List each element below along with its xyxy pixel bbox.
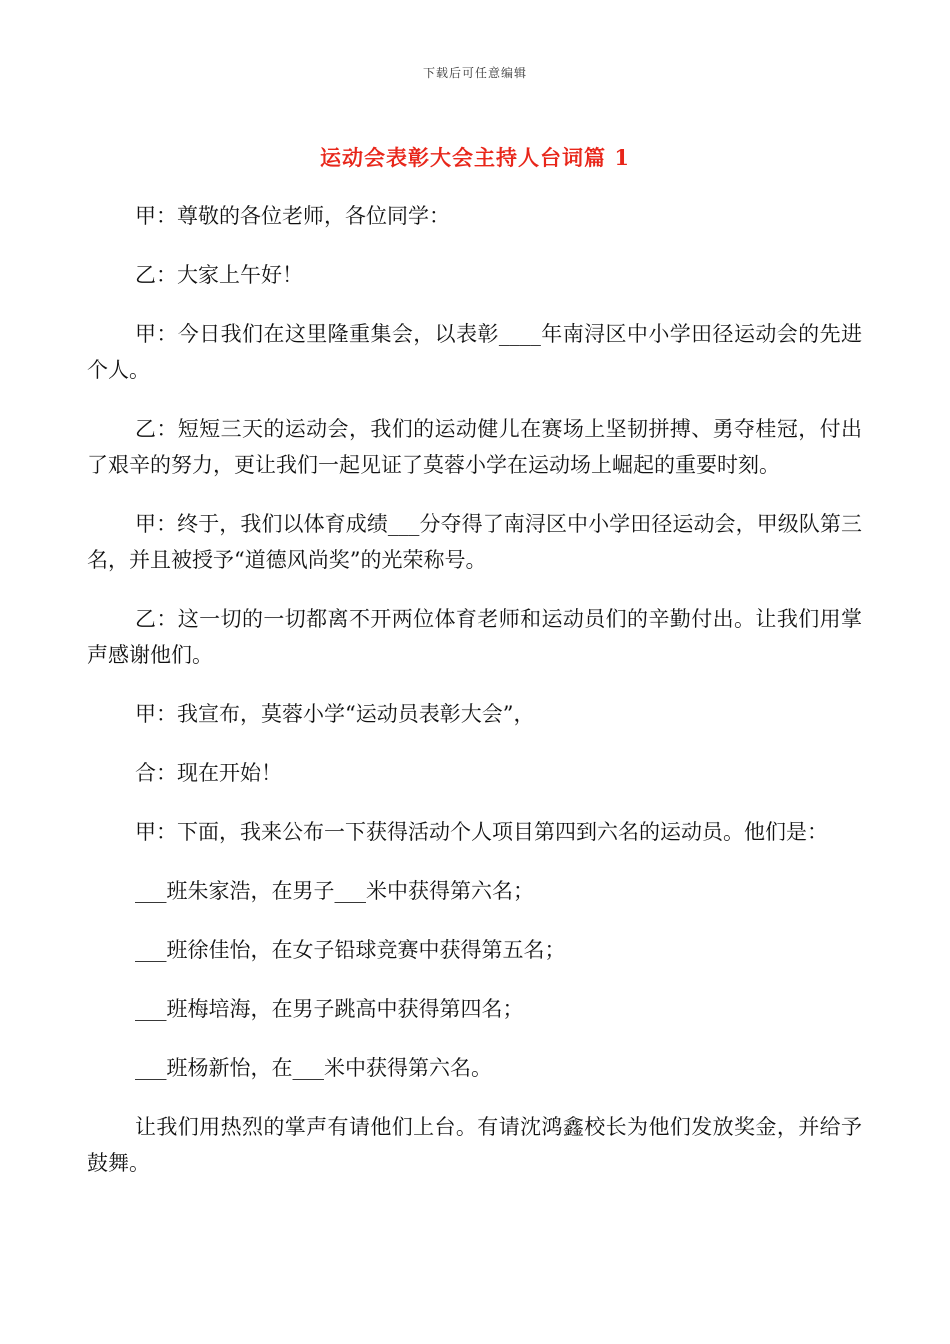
paragraph: 乙：这一切的一切都离不开两位体育老师和运动员们的辛勤付出。让我们用掌声感谢他们。 xyxy=(87,607,862,667)
paragraph: ___班徐佳怡，在女子铅球竞赛中获得第五名； xyxy=(135,938,566,962)
document-body xyxy=(87,198,862,1204)
header-note: 下载后可任意编辑 xyxy=(422,66,527,80)
paragraph: 甲：下面，我来公布一下获得活动个人项目第四到六名的运动员。他们是： xyxy=(135,820,828,844)
paragraph: 甲：我宣布，莫蓉小学“运动员表彰大会”， xyxy=(135,702,535,726)
paragraph: 甲：终于，我们以体育成绩___分夺得了南浔区中小学田径运动会，甲级队第三名，并且被授予“道德风尚奖”的光荣称号。 xyxy=(87,512,862,572)
paragraph: 乙：大家上午好！ xyxy=(135,263,303,287)
paragraph: 合：现在开始！ xyxy=(135,761,282,785)
paragraph: 甲：今日我们在这里隆重集会，以表彰____年南浔区中小学田径运动会的先进个人。 xyxy=(87,322,862,382)
paragraph: 让我们用热烈的掌声有请他们上台。有请沈鸿鑫校长为他们发放奖金，并给予鼓舞。 xyxy=(87,1115,862,1175)
document-title: 运动会表彰大会主持人台词篇 1 xyxy=(320,145,630,170)
paragraph: ___班梅培海，在男子跳高中获得第四名； xyxy=(135,997,524,1021)
paragraph: ___班杨新怡，在___米中获得第六名。 xyxy=(135,1056,492,1080)
paragraph: ___班朱家浩，在男子___米中获得第六名； xyxy=(135,879,534,903)
paragraph: 甲：尊敬的各位老师，各位同学： xyxy=(135,204,450,228)
paragraph: 乙：短短三天的运动会，我们的运动健儿在赛场上坚韧拼搏、勇夺桂冠，付出了艰辛的努力，更让我们一起见证了莫蓉小学在运动场上崛起的重要时刻。 xyxy=(87,417,862,477)
